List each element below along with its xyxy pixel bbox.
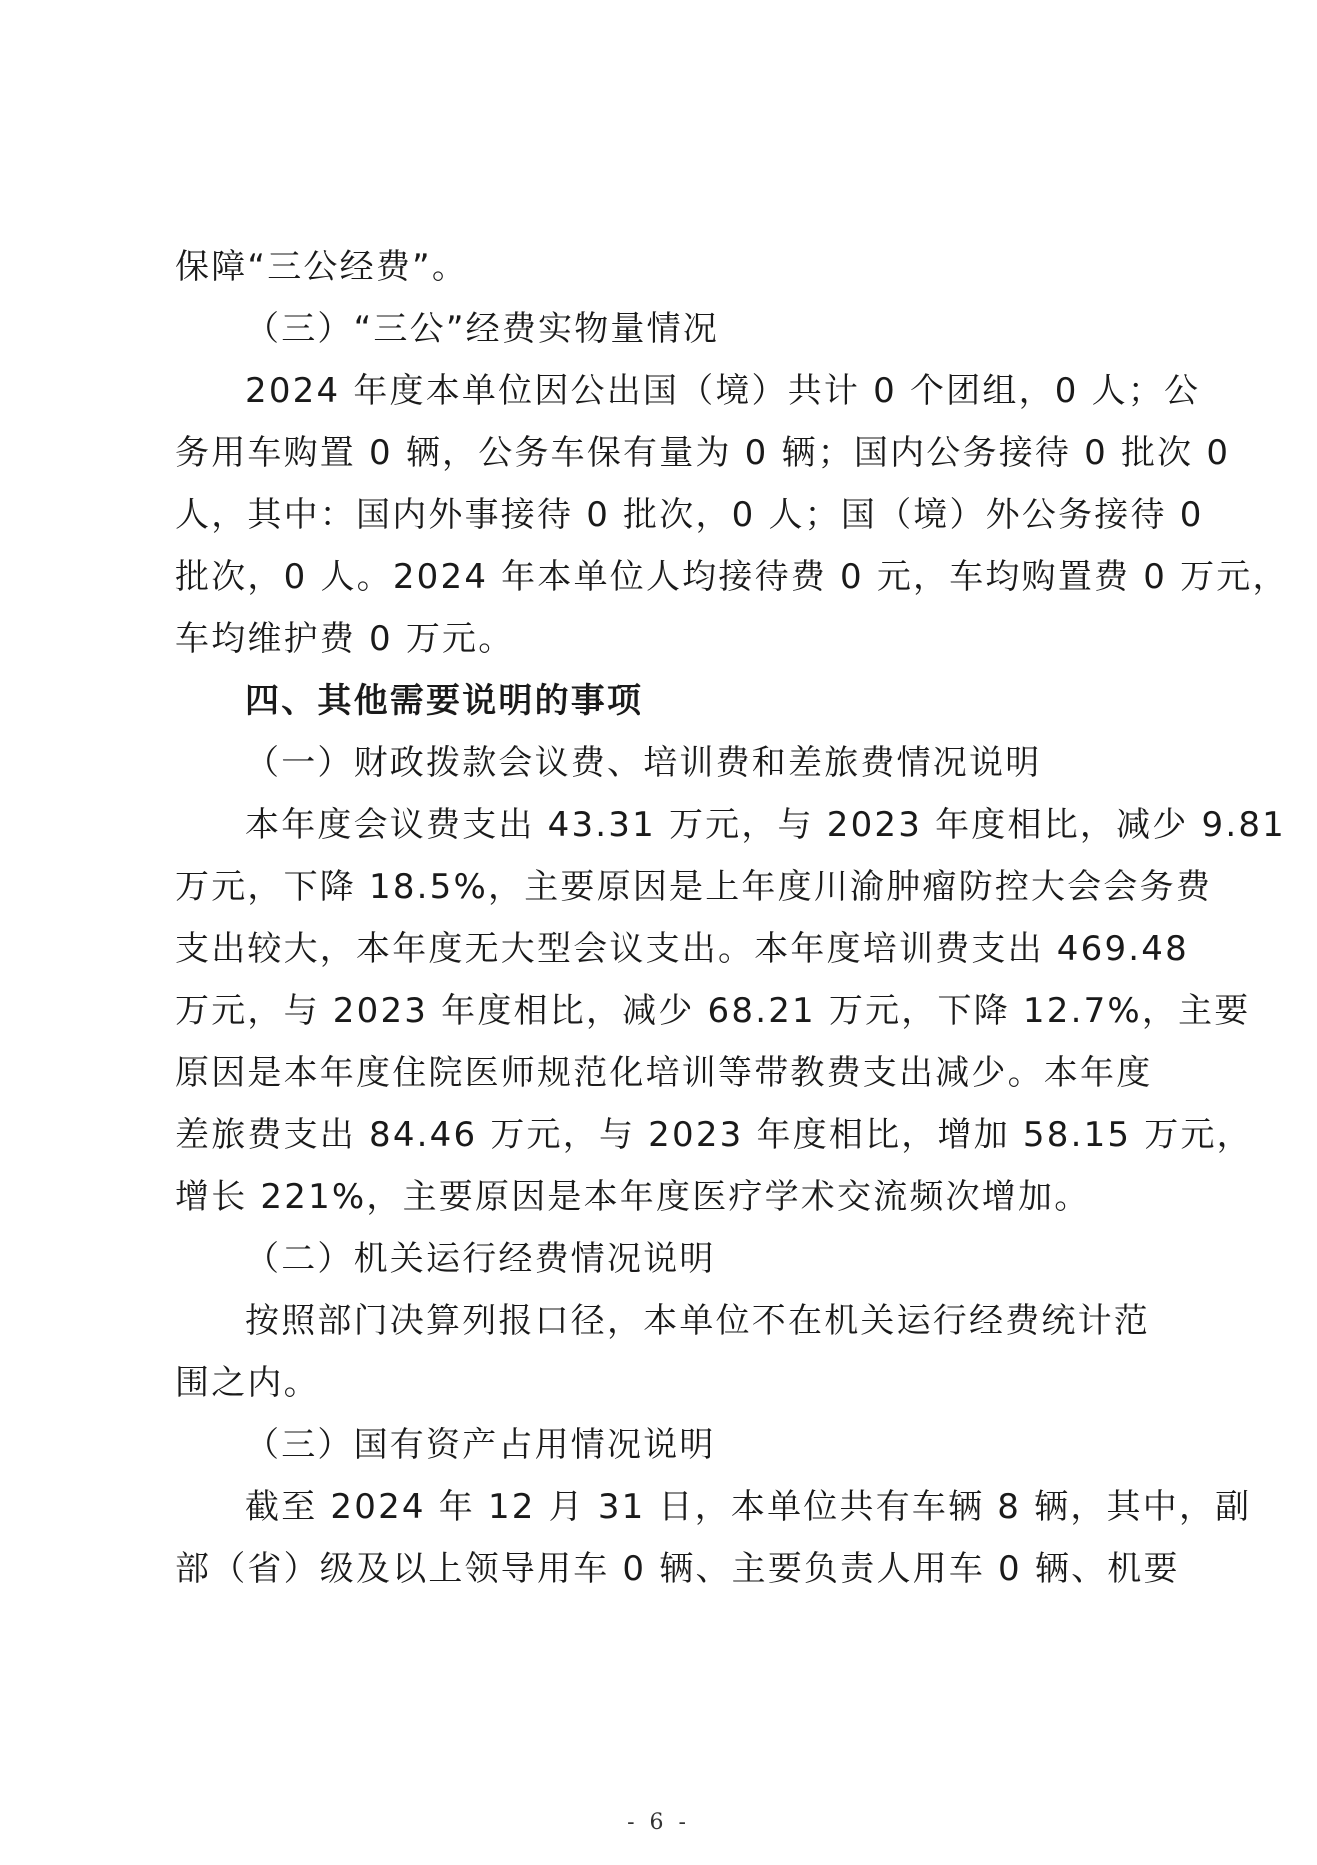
paragraph-line: 2024 年度本单位因公出国（境）共计 0 个团组，0 人；公 xyxy=(245,371,1201,411)
paragraph-line: 批次，0 人。2024 年本单位人均接待费 0 元，车均购置费 0 万元， xyxy=(175,557,1289,597)
paragraph-line: 围之内。 xyxy=(175,1363,320,1403)
paragraph-line: 万元，与 2023 年度相比，减少 68.21 万元，下降 12.7%，主要 xyxy=(175,991,1251,1031)
subheading-state-assets: （三）国有资产占用情况说明 xyxy=(245,1425,716,1465)
paragraph-line: 务用车购置 0 辆，公务车保有量为 0 辆；国内公务接待 0 批次 0 xyxy=(175,433,1231,473)
paragraph-line: 车均维护费 0 万元。 xyxy=(175,619,515,659)
paragraph-line: 保障“三公经费”。 xyxy=(175,247,469,287)
subheading-meeting-training-travel: （一）财政拨款会议费、培训费和差旅费情况说明 xyxy=(245,743,1042,783)
paragraph-line: 截至 2024 年 12 月 31 日，本单位共有车辆 8 辆，其中，副 xyxy=(245,1487,1252,1527)
paragraph-line: 人，其中：国内外事接待 0 批次，0 人；国（境）外公务接待 0 xyxy=(175,495,1204,535)
page-number: - 6 - xyxy=(627,1810,690,1835)
paragraph-line: 部（省）级及以上领导用车 0 辆、主要负责人用车 0 辆、机要 xyxy=(175,1549,1180,1589)
paragraph-line: 万元，下降 18.5%，主要原因是上年度川渝肿瘤防控大会会务费 xyxy=(175,867,1213,907)
subheading-agency-operating-costs: （二）机关运行经费情况说明 xyxy=(245,1239,716,1279)
document-body xyxy=(175,236,1289,1600)
paragraph-line: 原因是本年度住院医师规范化培训等带教费支出减少。本年度 xyxy=(175,1053,1153,1093)
paragraph-line: 本年度会议费支出 43.31 万元，与 2023 年度相比，减少 9.81 xyxy=(245,805,1287,845)
paragraph-line: 差旅费支出 84.46 万元，与 2023 年度相比，增加 58.15 万元， xyxy=(175,1115,1253,1155)
paragraph-line: 支出较大，本年度无大型会议支出。本年度培训费支出 469.48 xyxy=(175,929,1189,969)
paragraph-line: 按照部门决算列报口径，本单位不在机关运行经费统计范 xyxy=(245,1301,1150,1341)
subheading-san-gong-quantity: （三）“三公”经费实物量情况 xyxy=(245,309,720,349)
paragraph-line: 增长 221%，主要原因是本年度医疗学术交流频次增加。 xyxy=(175,1177,1091,1217)
section-heading-other-matters: 四、其他需要说明的事项 xyxy=(245,681,644,721)
